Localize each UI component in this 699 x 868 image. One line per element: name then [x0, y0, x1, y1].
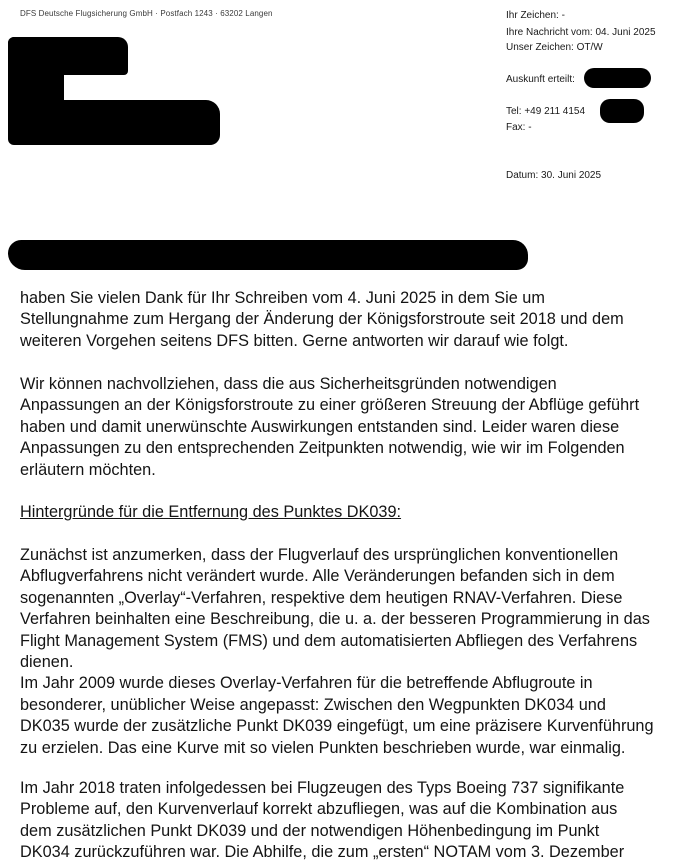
auskunft-erteilt: Auskunft erteilt: [506, 74, 575, 85]
paragraph-intro [20, 288, 696, 352]
ihr-zeichen: Ihr Zeichen: - [506, 10, 565, 21]
text-line: sogenannten „Overlay“-Verfahren, respektive dem heutigen RNAV-Verfahren. Diese [20, 588, 623, 607]
text-line: dienen. [20, 653, 74, 672]
text-line: DK035 wurde der zusätzliche Punkt DK039 eingefügt, um eine präzisere Kurvenführung [20, 717, 654, 736]
section-heading-wrap [20, 502, 696, 523]
letter-date: Datum: 30. Juni 2025 [506, 170, 602, 181]
text-line: dem zusätzlichen Punkt DK039 und der notwendigen Höhenbedingung im Punkt [20, 821, 600, 840]
contact-name-redaction [584, 68, 651, 88]
text-line: DK034 zurückzuführen war. Die Abhilfe, die zum „ersten“ NOTAM vom 3. Dezember [20, 843, 625, 862]
text-line: zu erzielen. Das eine Kurve mit so vielen Punkten beschrieben wurde, war einmalig. [20, 738, 626, 757]
text-line: Wir können nachvollziehen, dass die aus Sicherheitsgründen notwendigen [20, 375, 557, 393]
fax: Fax: - [506, 122, 532, 133]
text-line: Abflugverfahrens nicht verändert wurde. Alle Veränderungen befanden sich in dem [20, 567, 615, 586]
sender-address-line: DFS Deutsche Flugsicherung GmbH · Postfach 1243 · 63202 Langen [20, 9, 273, 18]
address-redaction-line-2 [8, 100, 220, 145]
telephone: Tel: +49 211 4154 [506, 106, 586, 117]
text-line: Stellungnahme zum Hergang der Änderung der Königsforstroute seit 2018 und dem [20, 310, 624, 329]
paragraph-background [20, 545, 696, 759]
text-line: haben und damit unerwünschte Auswirkungen entstanden sind. Leider waren diese [20, 417, 620, 436]
unser-zeichen: Unser Zeichen: OT/W [506, 42, 603, 53]
text-line: Im Jahr 2018 traten infolgedessen bei Flugzeugen des Typs Boeing 737 signifikante [20, 779, 625, 797]
text-line: erläutern möchten. [20, 460, 156, 479]
ihre-nachricht: Ihre Nachricht vom: 04. Juni 2025 [506, 27, 656, 38]
address-redaction-line-1 [8, 37, 128, 75]
text-line: Verfahren beinhalten eine Beschreibung, die u. a. der besseren Programmierung in das [20, 610, 650, 629]
text-line: weiteren Vorgehen seitens DFS bitten. Gerne antworten wir darauf wie folgt. [20, 331, 569, 350]
text-line: Flight Management System (FMS) und dem automatisierten Abfliegen des Verfahrens [20, 631, 638, 650]
paragraph-understanding [20, 374, 696, 481]
text-line: haben Sie vielen Dank für Ihr Schreiben vom 4. Juni 2025 in dem Sie um [20, 289, 545, 307]
paragraph-2018 [20, 778, 696, 864]
salutation-redaction [8, 240, 528, 270]
text-line: Zunächst ist anzumerken, dass der Flugverlauf des ursprünglichen konventionellen [20, 546, 619, 564]
phone-redaction [600, 99, 644, 123]
text-line: Probleme auf, den Kurvenverlauf korrekt abzufliegen, was auf die Kombination aus [20, 800, 618, 819]
text-line: besonderer, unüblicher Weise angepasst: Zwischen den Wegpunkten DK034 und [20, 695, 606, 714]
text-line: Anpassungen an der Königsforstroute zu einer größeren Streuung der Abflüge geführt [20, 396, 640, 415]
text-line: Anpassungen zu den entsprechenden Zeitpunkten notwendig, wie wir im Folgenden [20, 439, 625, 458]
section-heading: Hintergründe für die Entfernung des Punktes DK039: [20, 503, 402, 521]
text-line: Im Jahr 2009 wurde dieses Overlay-Verfahren für die betreffende Abflugroute in [20, 674, 593, 693]
